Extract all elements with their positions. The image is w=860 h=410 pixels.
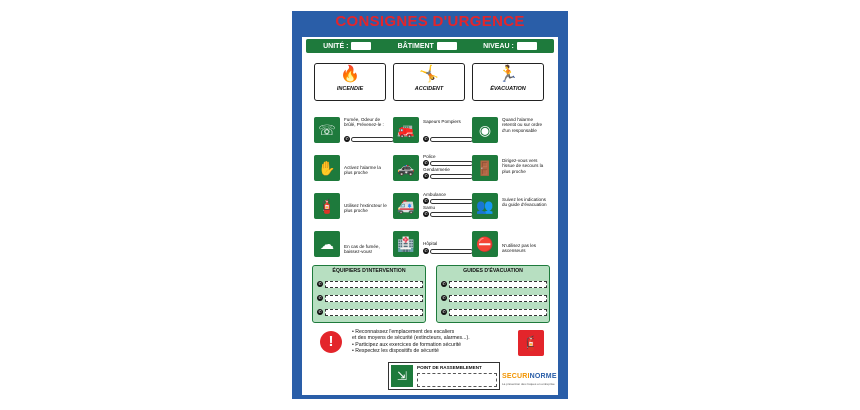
smoke-icon: ☁	[314, 231, 340, 257]
police-phone-input[interactable]	[430, 161, 473, 166]
safety-bullets	[352, 329, 502, 355]
accident-contact-2b: Gendarmerie	[423, 167, 450, 172]
phone-icon: ✆	[318, 281, 322, 286]
ambulance-phone-line	[423, 198, 473, 204]
phone-icon: ✆	[424, 160, 428, 165]
samu-phone-input[interactable]	[430, 212, 473, 217]
assembly-point-label: POINT DE RASSEMBLEMENT	[417, 365, 482, 370]
assembly-point-box	[388, 362, 500, 390]
bullet-line: et des moyens de sécurité (extincteurs, alarmes...).	[352, 335, 470, 342]
person-falling-icon: 🤸	[419, 66, 439, 83]
ambulance-icon: 🚑	[393, 193, 419, 219]
evacuation-guides-box	[436, 265, 550, 323]
phone-icon: ✆	[424, 211, 428, 216]
police-phone-line	[423, 160, 473, 166]
guide-input[interactable]	[449, 295, 547, 302]
building-label: BÂTIMENT	[397, 42, 434, 50]
unit-field	[323, 42, 371, 50]
intervention-team-box	[312, 265, 426, 323]
building-field	[398, 42, 457, 50]
fire-phone-line	[344, 136, 394, 142]
brand-part-2: NORME	[529, 373, 557, 380]
evacuation-icon: 🏃	[498, 66, 518, 83]
phone-icon: ✆	[424, 173, 428, 178]
category-evacuation	[472, 63, 544, 101]
intervention-input[interactable]	[325, 281, 423, 288]
bullet-line: • Participez aux exercices de formation sécurité	[352, 341, 462, 348]
category-fire	[314, 63, 386, 101]
phone-icon: ✆	[345, 136, 349, 141]
guide-icon: 👥	[472, 193, 498, 219]
extinguisher-icon: 🧯	[314, 193, 340, 219]
guide-row	[441, 294, 547, 302]
category-evacuation-label: ÉVACUATION	[490, 86, 526, 92]
guide-input[interactable]	[449, 309, 547, 316]
evac-step-2: Dirigez-vous vers l'issue de secours la plus proche	[502, 158, 544, 174]
guide-input[interactable]	[449, 281, 547, 288]
phone-icon: ✆	[442, 281, 446, 286]
accident-contact-3b: Samu	[423, 205, 436, 210]
brand-tagline: La prévention des risques en entreprise	[502, 382, 555, 386]
evacuation-guides-heading: GUIDES D'ÉVACUATION	[463, 268, 523, 274]
guide-row	[441, 308, 547, 316]
hospital-phone-input[interactable]	[430, 249, 473, 254]
intervention-row	[317, 308, 423, 316]
phone-icon: ✆	[318, 295, 322, 300]
police-car-icon: 🚓	[393, 155, 419, 181]
intervention-row	[317, 280, 423, 288]
intervention-input[interactable]	[325, 309, 423, 316]
unit-input[interactable]	[351, 42, 371, 50]
phone-icon: ✆	[424, 248, 428, 253]
phone-icon: ✆	[442, 309, 446, 314]
gendarmerie-phone-input[interactable]	[430, 174, 473, 179]
fire-phone-input[interactable]	[351, 137, 394, 142]
evac-step-3: Suivez les indications du guide d'évacuation	[502, 197, 547, 208]
phone-icon: ✆	[318, 309, 322, 314]
accident-contact-3a: Ambulance	[423, 192, 446, 197]
fire-truck-icon: 🚒	[393, 117, 419, 143]
poster-title: CONSIGNES D'URGENCE	[335, 13, 525, 30]
assembly-point-icon: ⇲	[391, 365, 413, 387]
unit-label: UNITÉ :	[323, 42, 349, 50]
gendarmerie-phone-line	[423, 173, 473, 179]
poster-body	[302, 37, 558, 395]
exit-door-icon: 🚪	[472, 155, 498, 181]
emergency-poster	[292, 11, 568, 399]
brand-logo	[502, 373, 557, 380]
assembly-point-input[interactable]	[417, 373, 497, 387]
firefighters-phone-line	[423, 136, 473, 142]
no-elevator-icon: ⛔	[472, 231, 498, 257]
accident-contact-1: Sapeurs Pompiers	[423, 119, 461, 124]
evac-step-4: N'utilisez pas les ascenseurs	[502, 243, 537, 254]
fire-step-4: En cas de fumée, baissez-vous!	[344, 244, 380, 255]
level-field	[483, 42, 537, 50]
fire-icon: 🔥	[340, 66, 360, 83]
firefighters-phone-input[interactable]	[430, 137, 473, 142]
hospital-phone-line	[423, 248, 473, 254]
hospital-icon: 🏥	[393, 231, 419, 257]
phone-icon: ✆	[442, 295, 446, 300]
phone-icon: ✆	[424, 198, 428, 203]
intervention-row	[317, 294, 423, 302]
info-bar	[306, 39, 554, 53]
phone-icon: ✆	[424, 136, 428, 141]
brand-part-1: SECURI	[502, 373, 530, 380]
intervention-input[interactable]	[325, 295, 423, 302]
fire-step-2: Activez l'alarme la plus proche	[344, 165, 381, 176]
accident-contact-4: Hôpital	[423, 241, 438, 246]
guide-row	[441, 280, 547, 288]
level-input[interactable]	[517, 42, 537, 50]
fire-extinguisher-sign-icon: 🧯	[518, 330, 544, 356]
alarm-button-icon: ✋	[314, 155, 340, 181]
warning-icon: !	[320, 331, 342, 353]
category-accident-label: ACCIDENT	[414, 86, 444, 92]
intervention-team-heading: ÉQUIPIERS D'INTERVENTION	[332, 268, 406, 274]
fire-step-1: Fumée, Odeur de brûlé, Prévenez-le :	[344, 117, 384, 128]
bullet-line: • Reconnaissez l'emplacement des escaliers	[352, 329, 455, 335]
fire-step-3: Utilisez l'extincteur le plus proche	[344, 203, 387, 214]
ambulance-phone-input[interactable]	[430, 199, 473, 204]
accident-contact-2a: Police	[423, 154, 436, 159]
alarm-icon: ◉	[472, 117, 498, 143]
building-input[interactable]	[437, 42, 457, 50]
samu-phone-line	[423, 211, 473, 217]
evac-step-1: Quand l'alarme retentit ou sur ordre d'un responsable	[502, 117, 543, 133]
fire-extinguisher-alert-icon: ☏	[314, 117, 340, 143]
level-label: NIVEAU :	[483, 42, 514, 50]
bullet-line: • Respectez les dispositifs de sécurité	[352, 348, 439, 355]
category-fire-label: INCENDIE	[336, 86, 364, 92]
category-accident	[393, 63, 465, 101]
